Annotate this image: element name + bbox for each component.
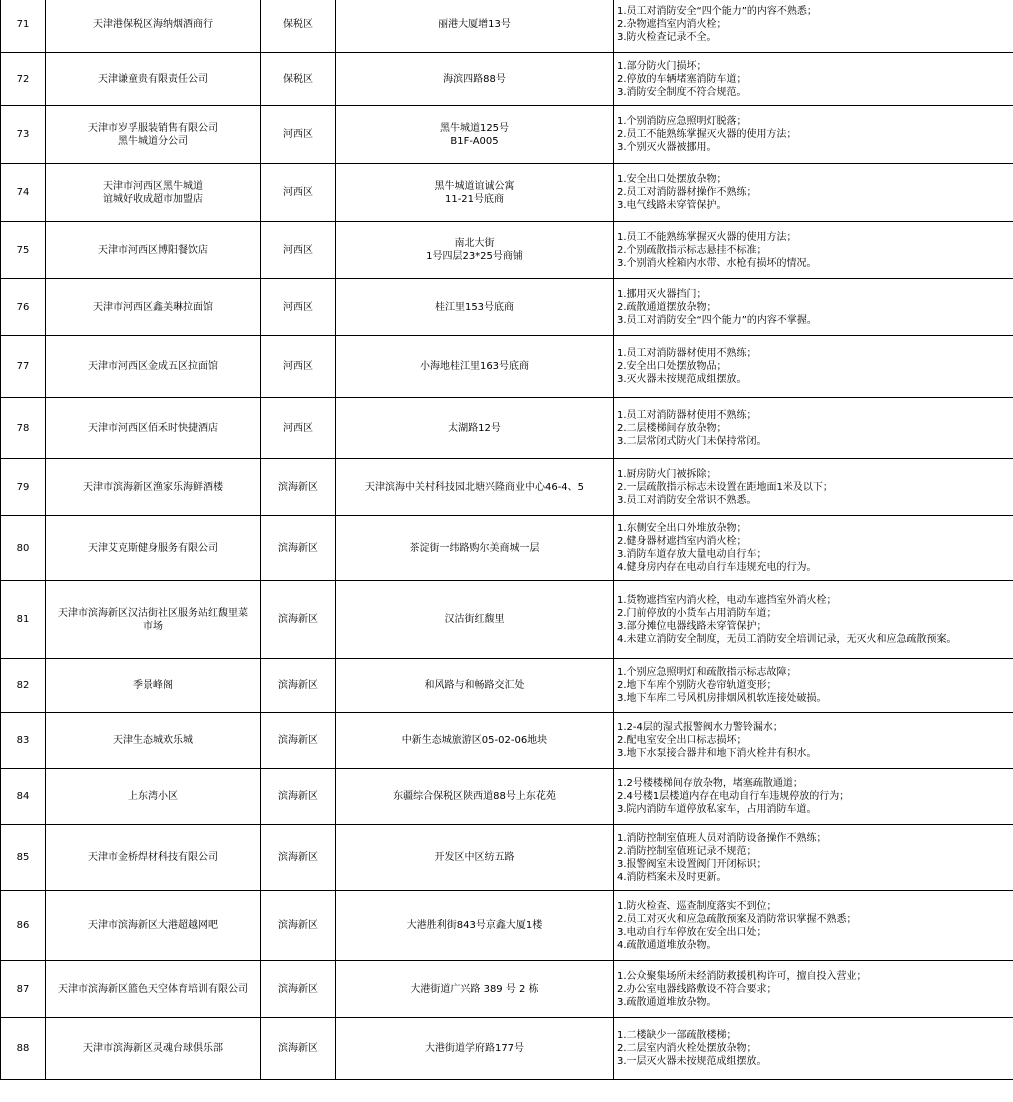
- unit-name-cell: [46, 516, 261, 581]
- issues-cell: [614, 1018, 1013, 1080]
- issue-item: 2.员工对消防器材操作不熟练；: [617, 187, 757, 198]
- issue-item: 1.公众聚集场所未经消防救援机构许可，擅自投入营业；: [617, 970, 867, 982]
- table-body: [1, 0, 1013, 1080]
- address-line: 南北大街: [454, 238, 495, 249]
- district-cell: 滨海新区: [261, 516, 336, 581]
- row-number: 75: [1, 222, 46, 279]
- issue-item: 4.消防档案未及时更新。: [617, 871, 727, 883]
- address-line: 小海地桂江里163号底商: [419, 361, 530, 372]
- unit-name-line: 天津市滨海新区大港超越网吧: [88, 920, 218, 931]
- table-row: [1, 961, 1013, 1018]
- issue-item: 2.地下车库个别防火卷帘轨道变形；: [617, 680, 777, 691]
- issue-item: 1.部分防火门损坏；: [617, 60, 707, 72]
- table-row: [1, 459, 1013, 516]
- row-number: 87: [1, 961, 46, 1018]
- unit-name-line: 天津谦童贵有限责任公司: [98, 73, 208, 85]
- district-cell: 滨海新区: [261, 459, 336, 516]
- issue-item: 3.电气线路未穿管保护。: [617, 200, 727, 211]
- issue-item: 1.安全出口处摆放杂物；: [617, 174, 727, 185]
- issues-cell: [614, 961, 1013, 1018]
- issue-item: 4.疏散通道堆放杂物。: [617, 939, 717, 951]
- address-line: 丽港大厦增13号: [438, 19, 511, 30]
- issues-cell: [614, 0, 1013, 53]
- table-row: [1, 0, 1013, 53]
- issue-item: 3.部分摊位电器线路未穿管保护；: [617, 620, 767, 632]
- unit-name-line: 黑牛城道分公司: [118, 135, 188, 147]
- unit-name-line: 天津市河西区鑫美琳拉面馆: [93, 301, 213, 313]
- address-cell: [336, 459, 614, 516]
- issue-item: 3.员工对消防安全常识不熟悉。: [617, 494, 757, 506]
- address-line: 大港街道学府路177号: [424, 1043, 525, 1054]
- issue-item: 3.员工对消防安全“四个能力”的内容不掌握。: [617, 314, 817, 326]
- unit-name-cell: [46, 336, 261, 398]
- issue-item: 2.办公室电器线路敷设不符合要求；: [617, 983, 777, 995]
- unit-name-cell: [46, 659, 261, 713]
- table-row: [1, 106, 1013, 164]
- issue-item: 3.疏散通道堆放杂物。: [617, 996, 717, 1008]
- unit-name-line: 天津市金桥焊材科技有限公司: [88, 852, 218, 863]
- unit-name-line: 天津市河西区佰禾时快捷酒店: [88, 422, 218, 434]
- address-cell: [336, 279, 614, 336]
- row-number: 83: [1, 713, 46, 769]
- issues-cell: [614, 459, 1013, 516]
- address-line: 黑牛城道125号: [439, 122, 510, 134]
- address-line: 大港胜利街843号京鑫大厦1楼: [406, 920, 543, 931]
- issue-item: 1.员工对消防器材使用不熟练；: [617, 409, 757, 421]
- issue-item: 3.报警阀室未设置阀门开闭标识；: [617, 858, 767, 870]
- address-line: 茶淀街一纬路购尔美商城一层: [409, 542, 540, 554]
- table-row: [1, 53, 1013, 106]
- unit-name-cell: [46, 279, 261, 336]
- issue-item: 2.门前停放的小货车占用消防车道；: [617, 607, 777, 619]
- unit-name-cell: [46, 459, 261, 516]
- issue-item: 1.挪用灭火器挡门；: [617, 288, 707, 300]
- issue-item: 1.员工对消防安全“四个能力”的内容不熟悉；: [617, 6, 817, 17]
- issue-item: 2.个别疏散指示标志悬挂不标准；: [617, 244, 767, 256]
- issue-item: 2.员工不能熟练掌握灭火器的使用方法；: [617, 129, 797, 140]
- table-row: [1, 516, 1013, 581]
- issue-item: 4.未建立消防安全制度，无员工消防安全培训记录，无灭火和应急疏散预案。: [617, 633, 957, 645]
- issue-item: 1.2号楼楼梯间存放杂物，堵塞疏散通道；: [617, 778, 803, 789]
- address-cell: [336, 769, 614, 825]
- address-cell: [336, 516, 614, 581]
- unit-name-line: 季景峰阁: [133, 680, 173, 691]
- row-number: 82: [1, 659, 46, 713]
- unit-name-line: 天津市岁孚服装销售有限公司: [88, 122, 218, 134]
- address-line: B1F-A005: [450, 135, 499, 147]
- table-row: [1, 713, 1013, 769]
- issue-item: 2.4号楼1层楼道内存在电动自行车违规停放的行为；: [617, 791, 850, 802]
- unit-name-line: 天津生态城欢乐城: [113, 735, 193, 746]
- unit-name-cell: [46, 769, 261, 825]
- issue-item: 3.地下水泵接合器井和地下消火栓井有积水。: [617, 748, 817, 759]
- issue-item: 1.员工对消防器材使用不熟练；: [617, 348, 757, 359]
- district-cell: 河西区: [261, 106, 336, 164]
- issues-cell: [614, 279, 1013, 336]
- unit-name-line: 天津市滨海新区汉沽街社区服务站红馥里菜: [58, 607, 248, 619]
- address-line: 黑牛城道谊诚公寓: [434, 180, 515, 192]
- unit-name-cell: [46, 164, 261, 222]
- issue-item: 3.防火检查记录不全。: [617, 32, 717, 43]
- issue-item: 2.配电室安全出口标志损坏；: [617, 735, 747, 746]
- row-number: 85: [1, 825, 46, 891]
- issues-cell: [614, 516, 1013, 581]
- issue-item: 2.一层疏散指示标志未设置在距地面1米及以下；: [617, 481, 833, 493]
- address-cell: [336, 53, 614, 106]
- row-number: 72: [1, 53, 46, 106]
- unit-name-cell: [46, 222, 261, 279]
- address-line: 海滨四路88号: [443, 73, 506, 85]
- address-line: 桂江里153号底商: [434, 301, 515, 313]
- issue-item: 3.个别消火栓箱内水带、水枪有损坏的情况。: [617, 257, 817, 269]
- issues-cell: [614, 581, 1013, 659]
- unit-name-cell: [46, 53, 261, 106]
- issue-item: 4.健身房内存在电动自行车违规充电的行为。: [617, 562, 817, 573]
- issue-item: 3.个别灭火器被挪用。: [617, 142, 717, 153]
- table-row: [1, 279, 1013, 336]
- issues-cell: [614, 336, 1013, 398]
- issue-item: 3.消防安全制度不符合规范。: [617, 86, 747, 98]
- unit-name-line: 天津艾克斯健身服务有限公司: [88, 542, 218, 554]
- row-number: 77: [1, 336, 46, 398]
- issues-cell: [614, 769, 1013, 825]
- issue-item: 3.地下车库二号风机房排烟风机软连接处破损。: [617, 693, 827, 704]
- district-cell: 滨海新区: [261, 825, 336, 891]
- issues-cell: [614, 713, 1013, 769]
- issue-item: 2.疏散通道摆放杂物；: [617, 301, 717, 313]
- address-line: 开发区中区纺五路: [434, 852, 515, 863]
- unit-name-line: 上东湾小区: [128, 791, 178, 802]
- district-cell: 滨海新区: [261, 769, 336, 825]
- issue-item: 2.消防控制室值班记录不规范；: [617, 845, 757, 857]
- issue-item: 2.员工对灭火和应急疏散预案及消防常识掌握不熟悉；: [617, 913, 857, 925]
- address-line: 11-21号底商: [444, 193, 505, 205]
- unit-name-cell: [46, 0, 261, 53]
- issue-item: 2.杂物遮挡室内消火栓；: [617, 19, 727, 30]
- address-line: 天津滨海中关村科技园北塘兴隆商业中心46-4、5: [364, 481, 585, 493]
- district-cell: 滨海新区: [261, 891, 336, 961]
- district-cell: 滨海新区: [261, 1018, 336, 1080]
- unit-name-line: 天津市河西区黑牛城道: [103, 180, 203, 192]
- district-cell: 保税区: [261, 0, 336, 53]
- district-cell: 滨海新区: [261, 581, 336, 659]
- address-line: 1号四层23*25号商铺: [426, 251, 523, 262]
- issue-item: 3.二层常闭式防火门未保持常闭。: [617, 435, 767, 447]
- issue-item: 1.二楼缺少一部疏散楼梯；: [617, 1030, 737, 1041]
- district-cell: 河西区: [261, 398, 336, 459]
- address-cell: [336, 659, 614, 713]
- unit-name-line: 市场: [143, 620, 163, 632]
- issue-item: 1.个别消防应急照明灯脱落；: [617, 116, 747, 127]
- issues-cell: [614, 164, 1013, 222]
- unit-name-line: 谊城好收成超市加盟店: [103, 193, 203, 205]
- table-row: [1, 222, 1013, 279]
- address-cell: [336, 106, 614, 164]
- address-line: 和风路与和畅路交汇处: [424, 680, 525, 691]
- district-cell: 河西区: [261, 164, 336, 222]
- address-line: 东疆综合保税区陕西道88号上东花苑: [393, 791, 556, 802]
- issue-item: 1.东侧安全出口外堆放杂物；: [617, 523, 747, 534]
- unit-name-line: 天津市河西区博阳餐饮店: [98, 244, 208, 256]
- table-row: [1, 1018, 1013, 1080]
- issue-item: 1.防火检查、巡查制度落实不到位；: [617, 900, 777, 912]
- unit-name-cell: [46, 961, 261, 1018]
- issue-item: 2.二层楼梯间存放杂物；: [617, 422, 727, 434]
- issue-item: 1.员工不能熟练掌握灭火器的使用方法；: [617, 231, 797, 243]
- unit-name-cell: [46, 581, 261, 659]
- issue-item: 2.二层室内消火栓处摆放杂物；: [617, 1043, 757, 1054]
- district-cell: 滨海新区: [261, 713, 336, 769]
- row-number: 81: [1, 581, 46, 659]
- unit-name-cell: [46, 1018, 261, 1080]
- address-cell: [336, 713, 614, 769]
- issues-cell: [614, 659, 1013, 713]
- issues-cell: [614, 106, 1013, 164]
- district-cell: 河西区: [261, 279, 336, 336]
- row-number: 80: [1, 516, 46, 581]
- address-cell: [336, 0, 614, 53]
- row-number: 76: [1, 279, 46, 336]
- address-cell: [336, 891, 614, 961]
- unit-name-cell: [46, 713, 261, 769]
- district-cell: 滨海新区: [261, 961, 336, 1018]
- issue-item: 3.消防车道存放大量电动自行车；: [617, 549, 767, 560]
- table-row: [1, 769, 1013, 825]
- address-cell: [336, 164, 614, 222]
- address-cell: [336, 825, 614, 891]
- address-line: 太湖路12号: [448, 422, 501, 434]
- issues-cell: [614, 891, 1013, 961]
- issue-item: 2.健身器材遮挡室内消火栓；: [617, 536, 747, 547]
- address-cell: [336, 336, 614, 398]
- row-number: 84: [1, 769, 46, 825]
- table-row: [1, 398, 1013, 459]
- issues-cell: [614, 53, 1013, 106]
- table-row: [1, 825, 1013, 891]
- unit-name-line: 天津港保税区海纳烟酒商行: [93, 19, 213, 30]
- row-number: 88: [1, 1018, 46, 1080]
- issue-item: 1.个别应急照明灯和疏散指示标志故障；: [617, 667, 797, 678]
- address-cell: [336, 222, 614, 279]
- table-row: [1, 164, 1013, 222]
- issue-item: 1.厨房防火门被拆除；: [617, 468, 717, 480]
- unit-name-cell: [46, 106, 261, 164]
- row-number: 74: [1, 164, 46, 222]
- issues-cell: [614, 398, 1013, 459]
- table-row: [1, 581, 1013, 659]
- district-cell: 河西区: [261, 336, 336, 398]
- address-line: 大港街道广兴路 389 号 2 栋: [410, 983, 539, 995]
- row-number: 71: [1, 0, 46, 53]
- unit-name-cell: [46, 825, 261, 891]
- row-number: 79: [1, 459, 46, 516]
- row-number: 78: [1, 398, 46, 459]
- issues-cell: [614, 222, 1013, 279]
- district-cell: 河西区: [261, 222, 336, 279]
- table-row: [1, 659, 1013, 713]
- address-cell: [336, 961, 614, 1018]
- issue-item: 2.停放的车辆堵塞消防车道；: [617, 73, 747, 85]
- address-line: 汉沽街红馥里: [444, 614, 505, 625]
- unit-name-cell: [46, 398, 261, 459]
- issue-item: 1.2-4层的湿式报警阀水力警铃漏水；: [617, 722, 783, 733]
- address-cell: [336, 1018, 614, 1080]
- issue-item: 3.院内消防车道停放私家车，占用消防车道。: [617, 804, 817, 815]
- row-number: 86: [1, 891, 46, 961]
- address-cell: [336, 581, 614, 659]
- issue-item: 1.货物遮挡室内消火栓，电动车遮挡室外消火栓；: [617, 594, 837, 606]
- unit-name-line: 天津市滨海新区渔家乐海鲜酒楼: [83, 481, 223, 493]
- unit-name-cell: [46, 891, 261, 961]
- district-cell: 保税区: [261, 53, 336, 106]
- issue-item: 1.消防控制室值班人员对消防设备操作不熟练；: [617, 832, 827, 844]
- address-cell: [336, 398, 614, 459]
- issues-cell: [614, 825, 1013, 891]
- issue-item: 3.电动自行车停放在安全出口处；: [617, 926, 767, 938]
- issue-item: 3.一层灭火器未按规范成组摆放。: [617, 1056, 767, 1067]
- unit-name-line: 天津市河西区金成五区拉面馆: [88, 361, 218, 372]
- district-cell: 滨海新区: [261, 659, 336, 713]
- address-line: 中新生态城旅游区05-02-06地块: [401, 735, 548, 746]
- unit-name-line: 天津市滨海新区灵魂台球俱乐部: [83, 1043, 223, 1054]
- row-number: 73: [1, 106, 46, 164]
- table-row: [1, 336, 1013, 398]
- issue-item: 3.灭火器未按规范成组摆放。: [617, 374, 747, 385]
- issue-item: 2.安全出口处摆放物品；: [617, 361, 727, 372]
- unit-name-line: 天津市滨海新区篮色天空体育培训有限公司: [58, 983, 248, 995]
- table-row: [1, 891, 1013, 961]
